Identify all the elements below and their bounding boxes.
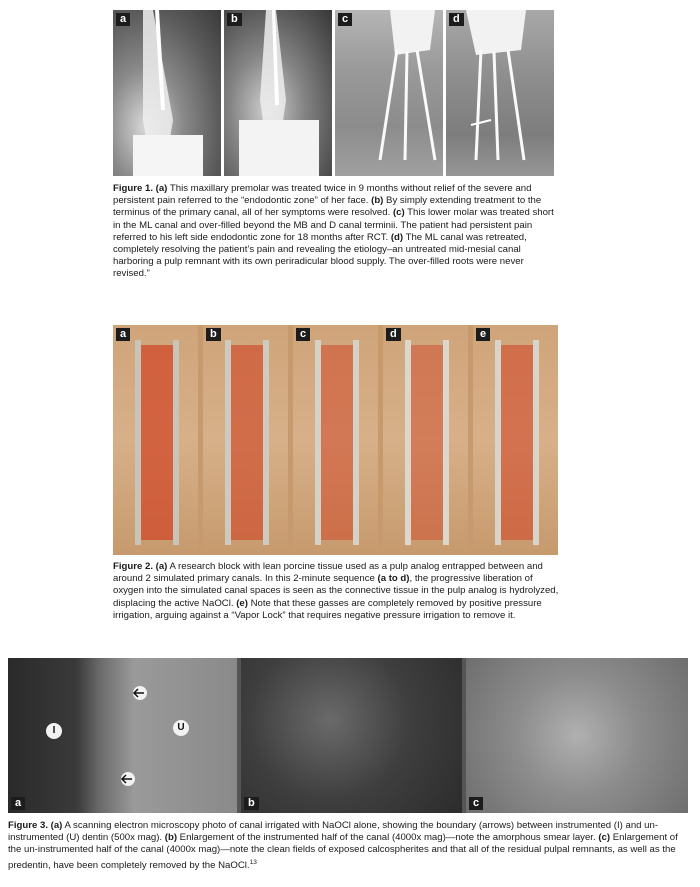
figure-1-image-strip [113,10,555,176]
caption-segment: Note that these gasses are completely removed by positive pressure irrigation, arguing against a “Vapor Lock” that requires negative pressure irrigation to remove it. [113,597,542,621]
panel-label: b [244,797,259,810]
xray-molar-retreated-illustration [446,10,554,176]
caption-segment: (c) [598,832,611,844]
caption-segment: (e) [236,597,248,609]
panel-label: c [296,328,310,341]
caption-segment: By simply extending treatment to the terminus of the primary canal, all of her symptoms were resolved. [113,195,542,219]
figure-2-panel-e [473,325,558,555]
caption-segment: (a) [50,820,63,831]
figure-3-panel-c [466,658,688,813]
caption-segment: This lower molar was treated short in the ML canal and over-filled beyond the MB and D canal terminii. The patient had persistent pain referred to his left side endodontic zone for 18 months after RCT. [113,207,554,243]
research-block-illustration [383,325,468,555]
research-block-illustration [293,325,378,555]
figure-2-image-strip [113,325,558,555]
panel-label: a [116,328,130,341]
caption-segment: The ML canal was retreated, completely resolving the patient’s pain and revealing the etiology–an untreated mid-mesial canal harboring a pulp remnant with its own periradicular blood supply. The over-filled roots were never revised.” [113,231,527,280]
caption-segment: (b) [371,195,384,207]
caption-segment: 13 [249,858,257,866]
caption-segment: (b) [164,832,178,844]
panel-label: b [227,13,242,26]
instrumented-marker: I [46,723,62,739]
figure-3-panel-a [8,658,237,813]
caption-segment: A research block with lean porcine tissue used as a pulp analog entrapped between and around 2 simulated primary canals. In this 2-minute sequence [113,561,543,585]
panel-label: a [116,13,130,26]
figure-1-panel-c [335,10,443,176]
caption-segment: Enlargement of the un-instrumented half of the canal (4000x mag)—note the clean fields of exposed calcospherites and that all of the residual pulpal remnants, as well as the predentin, have been completely removed by the NaOCl. [8,832,678,871]
figure-2-panel-c [293,325,378,555]
figure-3-panel-b [241,658,462,813]
boundary-arrows-icon [8,658,237,813]
panel-label: d [386,328,401,341]
caption-segment: (a) [155,561,168,572]
figure-2-panel-d [383,325,468,555]
panel-label: d [449,13,464,26]
caption-segment: , the progressive liberation of oxygen into the simulated canal spaces is seen as the connective tissue in the pulp analog is hydrolyzed, displacing the active NaOCl. [113,573,559,609]
figure-1-panel-d [446,10,554,176]
research-block-illustration [203,325,288,555]
figure-1-panel-b [224,10,332,176]
caption-segment: (c) [392,207,405,219]
panel-label: c [338,13,352,26]
caption-segment: (a to d) [377,573,410,585]
figure-1-panel-a [113,10,221,176]
panel-label: c [469,797,483,810]
caption-segment: This maxillary premolar was treated twice in 9 months without relief of the severe and persistent pain referred to the “endodontic zone” of her face. [113,183,532,207]
research-block-illustration [113,325,198,555]
caption-segment: Figure 2. [113,561,156,572]
panel-label: b [206,328,221,341]
caption-segment: (a) [155,183,168,194]
caption-segment: Figure 1. [113,183,156,194]
figure-3-image-strip [8,658,688,813]
xray-premolar-illustration [113,10,221,176]
figure-2-panel-b [203,325,288,555]
caption-segment: Figure 3. [8,820,51,831]
uninstrumented-marker: U [173,720,189,736]
xray-premolar-illustration [224,10,332,176]
caption-segment: (d) [390,231,404,243]
caption-segment: Enlargement of the instrumented half of the canal (4000x mag)—note the amorphous smear layer. [177,832,599,844]
figure-3-caption [8,820,692,872]
research-block-illustration [473,325,558,555]
panel-label: a [11,797,25,810]
caption-segment: A scanning electron microscopy photo of canal irrigated with NaOCl alone, showing the boundary (arrows) between instrumented (I) and un-instrumented (U) dentin (500x mag). [8,820,659,844]
figure-1-caption [113,183,563,281]
figure-2-caption [113,561,563,622]
xray-molar-illustration [335,10,443,176]
panel-label: e [476,328,490,341]
figure-2-panel-a [113,325,198,555]
